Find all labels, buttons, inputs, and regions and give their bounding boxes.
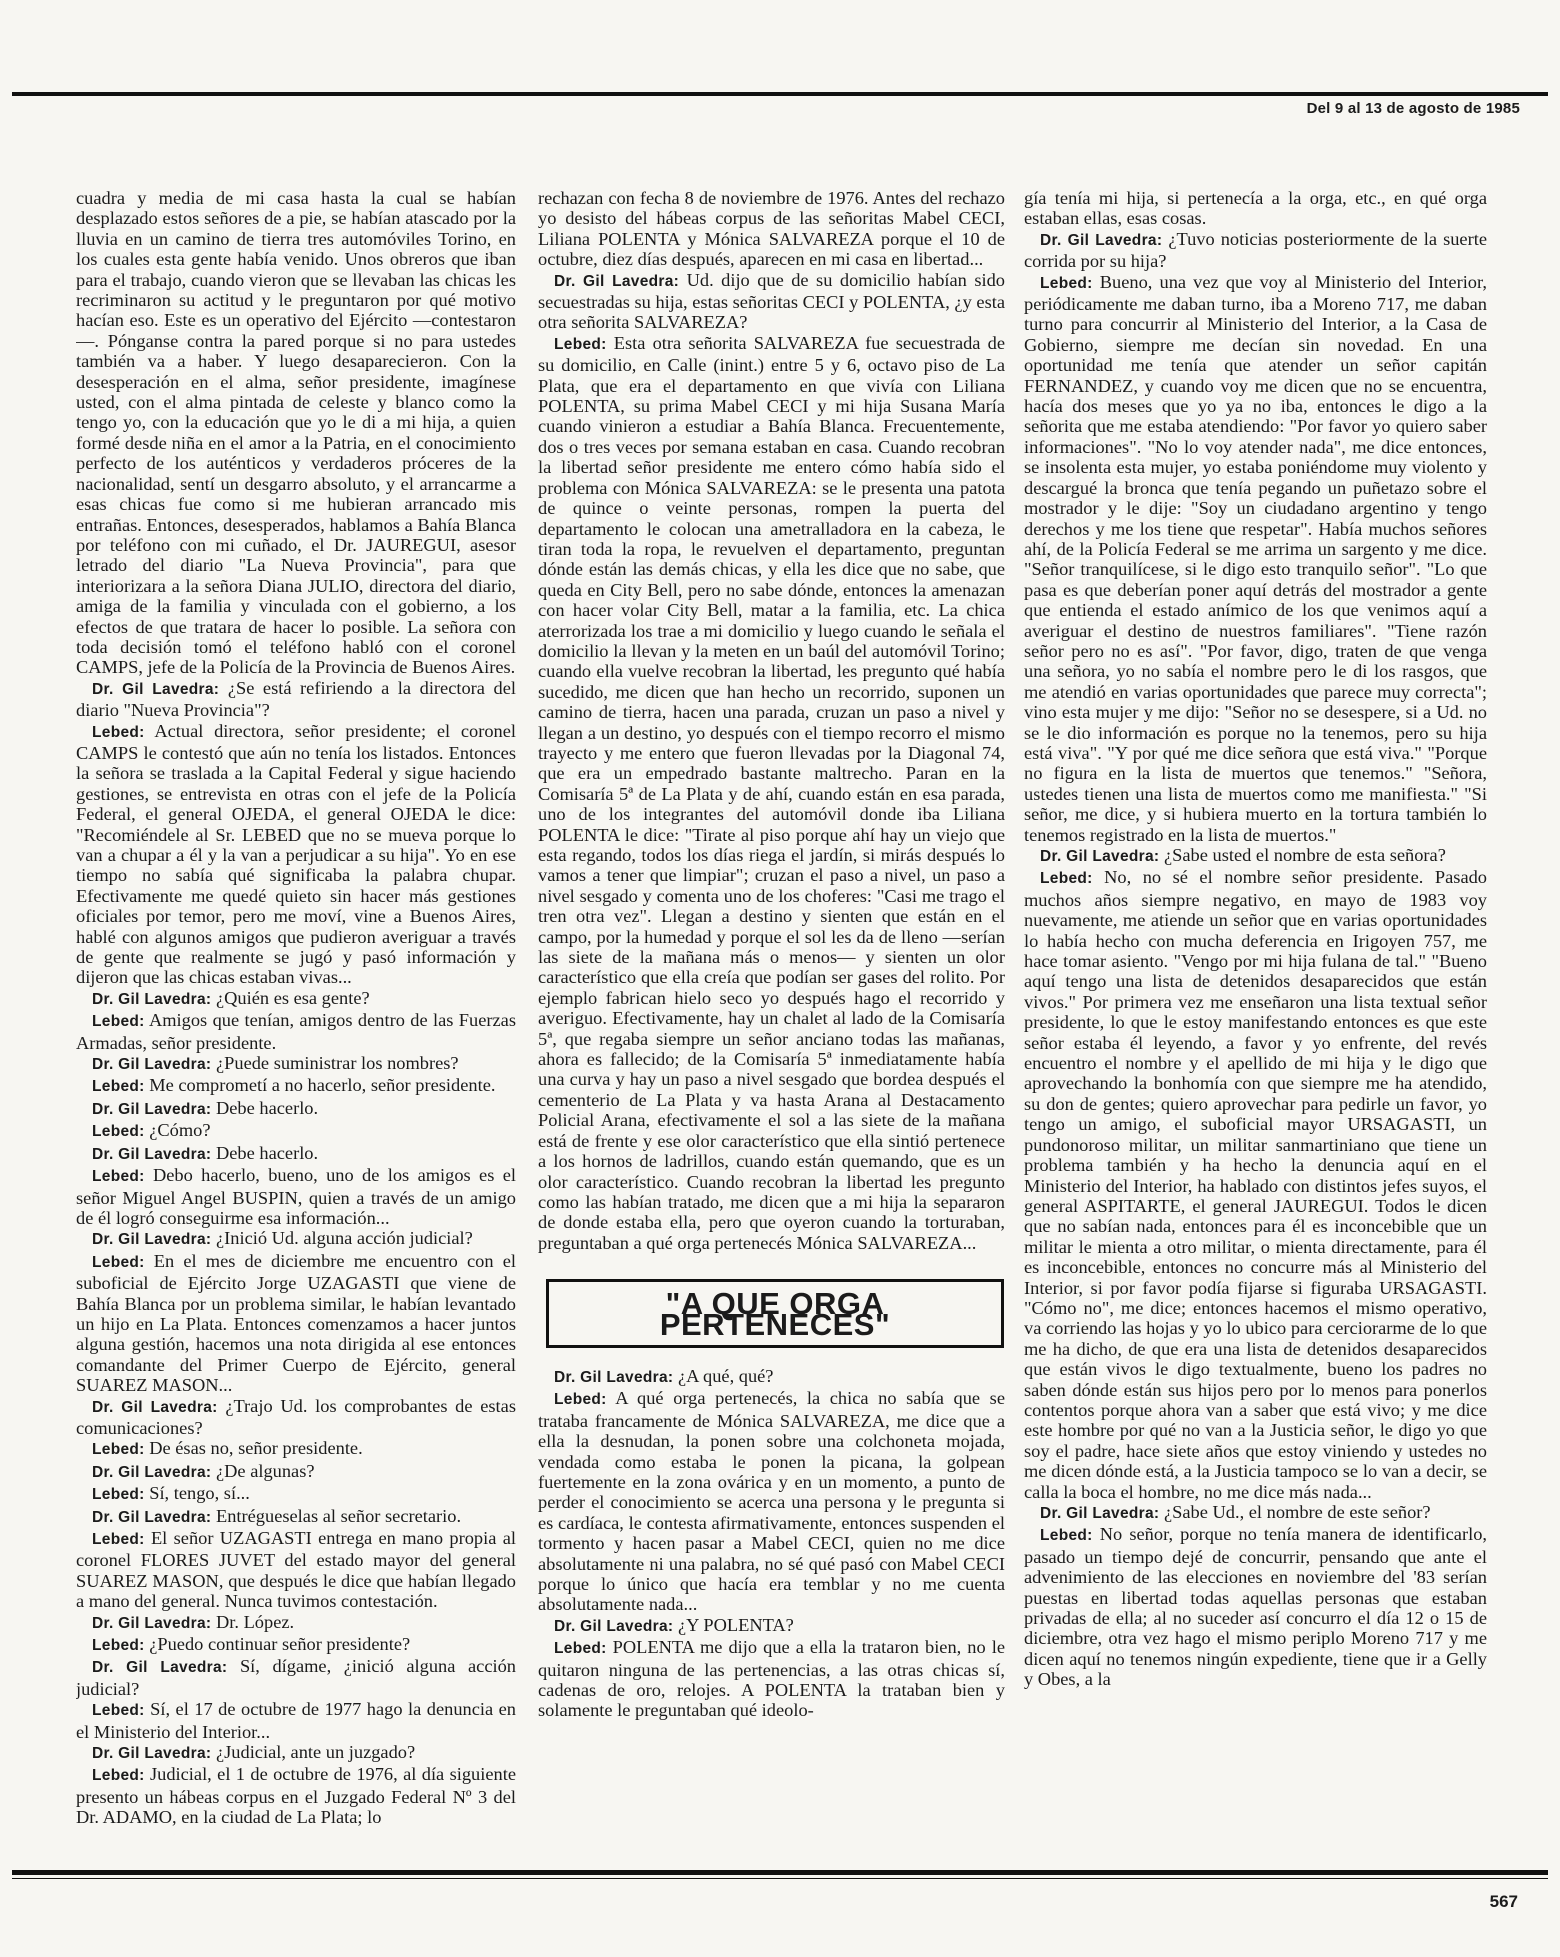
paragraph bbox=[76, 1634, 516, 1656]
speaker-label: Dr. Gil Lavedra: bbox=[92, 1745, 212, 1763]
speaker-label: Dr. Gil Lavedra: bbox=[92, 1614, 212, 1632]
paragraph-text: Entrégueselas al señor secretario. bbox=[215, 1505, 462, 1526]
paragraph-text: Me comprometí a no hacerlo, señor presidente. bbox=[149, 1075, 496, 1096]
paragraph-text: ¿Cómo? bbox=[149, 1120, 211, 1141]
speaker-label: Lebed: bbox=[92, 1486, 145, 1504]
paragraph-text: gía tenía mi hija, si pertenecía a la orga, etc., en qué orga estaban ellas, esas cosas. bbox=[1024, 188, 1487, 229]
section-title: "A QUE ORGA PERTENECES" bbox=[659, 1286, 891, 1342]
paragraph bbox=[538, 1637, 1005, 1721]
paragraph bbox=[538, 270, 1005, 333]
paragraph bbox=[1024, 1502, 1487, 1524]
speaker-label: Dr. Gil Lavedra: bbox=[1040, 231, 1163, 249]
paragraph-text: No señor, porque no tenía manera de identificarlo, pasado un tiempo dejé de concurrir, pensando que ante el advenimiento de las elecciones en noviembre del '83 serían puestas en libertad todas aquellas personas que estaban privadas de ella; al no suceder así concurro el día 12 o 15 de diciembre, otra vez hago el mismo periplo Moreno 717 y me dicen aquí no tenemos ningún expediente, tiene que ir a Gelly y Obes, a la bbox=[1024, 1524, 1487, 1690]
column-1 bbox=[76, 188, 516, 1878]
paragraph-text: ¿Judicial, ante un juzgado? bbox=[215, 1742, 416, 1763]
paragraph bbox=[1024, 272, 1487, 845]
paragraph bbox=[76, 1120, 516, 1142]
paragraph-text: ¿A qué, qué? bbox=[677, 1365, 774, 1386]
paragraph-text: ¿Puedo continuar señor presidente? bbox=[149, 1634, 411, 1655]
paragraph bbox=[538, 333, 1005, 1253]
paragraph-text: ¿Trajo Ud. los comprobantes de estas comunicaciones? bbox=[76, 1395, 516, 1438]
speaker-label: Dr. Gil Lavedra: bbox=[92, 1463, 212, 1481]
paragraph-text: ¿Quién es esa gente? bbox=[215, 987, 370, 1008]
bottom-rule bbox=[12, 1870, 1548, 1875]
speaker-label: Dr. Gil Lavedra: bbox=[554, 1617, 674, 1635]
paragraph-text: ¿Y POLENTA? bbox=[677, 1614, 794, 1635]
speaker-label: Dr. Gil Lavedra: bbox=[554, 1368, 674, 1386]
column-3 bbox=[1024, 188, 1487, 1878]
speaker-label: Lebed: bbox=[92, 1767, 145, 1785]
paragraph bbox=[76, 1483, 516, 1505]
paragraph-text: No, no sé el nombre señor presidente. Pasado muchos años siempre negativo, en mayo de 1983 voy nuevamente, me atiende un señor que en varias oportunidades lo había hecho con mucha deferencia en Irigoyen 757, me hace tomar asiento. "Vengo por mi hija fulana de tal." "Bueno aquí tengo una lista de detenidos desaparecidos que están vivos." Por primera vez me enseñaron una lista textual señor presidente, lo que le estoy manifestando entonces es que este señor estaba él leyendo, a favor y yo enfrente, del revés encuentro el nombre y el apellido de mi hija y le digo que aprovechando la bonhomía con que siempre me ha atendido, su don de gentes; quiero aprovechar para pedirle un favor, yo tengo un amigo, el suboficial mayor URSAGASTI, un pundonoroso militar, un militar sanmartiniano que tiene un problema también y ha hecho la denuncia aquí en el Ministerio del Interior, ha hablado con distintos jefes suyos, el general ASPITARTE, el general JAUREGUI. Todos le dicen que no sabían nada, entonces para él es inconcebible que un militar le mienta a otro militar, o mienta directamente, para él es inconcebible, entonces no concurre más al Ministerio del Interior, si por favor podía fijarse si figuraba URSAGASTI. "Cómo no", me dice; entonces hacemos el mismo operativo, va corriendo las hojas y yo lo ubico para cerciorarme de lo que me ha dicho, de que era una lista de detenidos desaparecidos que están vivos le digo textualmente, bueno los padres no saben dónde están sus hijos pero por lo menos para ponerlos contentos porque ahora van a saber que está vivo; y me dice este hombre por qué no van a la Justicia señor, le digo yo que soy el padre, hace siete años que estoy viniendo y ustedes no me dicen dónde está, a la Justicia tampoco se lo van a decir, se calla la boca el hombre, no me dice más nada... bbox=[1024, 867, 1487, 1502]
paragraph-text: Judicial, el 1 de octubre de 1976, al día siguiente presento un hábeas corpus en el Juzgado Federal Nº 3 del Dr. ADAMO, en la ciudad de La Plata; lo bbox=[76, 1764, 516, 1828]
paragraph-text: ¿Se está refiriendo a la directora del diario "Nueva Provincia"? bbox=[76, 677, 516, 721]
paragraph bbox=[76, 988, 516, 1010]
paragraph bbox=[1024, 229, 1487, 272]
paragraph-text: cuadra y media de mi casa hasta la cual se habían desplazado estos señores de a pie, se habían atascado por la lluvia en un camino de tierra tres automóviles Torino, en los cuales esta gente había venido. Unos obreros que iban para el trabajo, cuando vieron que se llevaban las chicas les recriminaron su actitud y le preguntaron por qué motivo hacían eso. Este es un operativo del Ejército —contestaron—. Pónganse contra la pared porque si no para ustedes también va a haber. Y luego desaparecieron. Con la desesperación en el alma, señor presidente, imagínese usted, con el alma pintada de celeste y blanco como la tengo yo, con la educación que yo le di a mi hija, a quien formé desde niña en el amor a la Patria, en el conocimiento perfecto de los auténticos y verdaderos próceres de la nacionalidad, sentí un desgarro absoluto, y el arrancarme a esas chicas fue como si me hubieran arrancado mis entrañas. Entonces, desesperados, hablamos a Bahía Blanca por teléfono con mi cuñado, el Dr. JAUREGUI, asesor letrado del diario "La Nueva Provincia", para que interiorizara a la señora Diana JULIO, directora del diario, amiga de la familia y vinculada con el gobierno, a los efectos de que tratara de hacer lo posible. La señora con toda decisión tomó el teléfono habló con el coronel CAMPS, jefe de la Policía de la Provincia de Buenos Aires. bbox=[76, 188, 516, 678]
paragraph bbox=[1024, 845, 1487, 867]
paragraph-text: Debe hacerlo. bbox=[215, 1097, 319, 1118]
paragraph bbox=[76, 1699, 516, 1742]
paragraph bbox=[76, 1612, 516, 1634]
paragraph bbox=[76, 1010, 516, 1053]
paragraph bbox=[538, 1388, 1005, 1614]
paragraph bbox=[76, 1228, 516, 1250]
paragraph bbox=[76, 1098, 516, 1120]
speaker-label: Dr. Gil Lavedra: bbox=[554, 272, 680, 290]
speaker-label: Lebed: bbox=[92, 1531, 145, 1548]
paragraph bbox=[538, 1615, 1005, 1637]
paragraph-text: De ésas no, señor presidente. bbox=[149, 1438, 363, 1459]
paragraph-text: ¿Sabe usted el nombre de esta señora? bbox=[1163, 845, 1446, 865]
speaker-label: Lebed: bbox=[554, 1391, 607, 1409]
paragraph-text: Ud. dijo que de su domicilio habían sido secuestradas su hija, estas señoritas CECI y POLENTA, ¿y esta otra señorita SALVAREZA? bbox=[538, 269, 1005, 333]
paragraph-text: Bueno, una vez que voy al Ministerio del Interior, periódicamente me daban turno, iba a Moreno 717, me daban turno para concurrir al Ministerio del Interior, a la Casa de Gobierno, siempre me decían sin novedad. En una oportunidad me tenía que atender un señor capitán FERNANDEZ, y cuando voy me dicen que no se encuentra, hacía dos meses que yo ya no iba, entonces le digo a la señorita que me estaba atendiendo: "Por favor yo quiero saber informaciones". "No lo voy atender nada", me dice entonces, se insolenta esta mujer, yo estaba poniéndome muy violento y descargué la bronca que tenía pegando un puñetazo sobre el mostrador y le dije: "Soy un ciudadano argentino y tengo derechos y me los tiene que respetar". Había muchos señores ahí, de la Policía Federal se me arrima un sargento y me dice. "Señor tranquilícese, si le digo esto tranquilo señor". "Lo que pasa es que deberían poner aquí detrás del mostrador a gente que entienda el estado anímico de los que venimos aquí a averiguar el destino de nuestros familiares". "Tiene razón señor pero no es así". "Por favor, digo, traten de que venga una señora, yo no sabía el nombre pero le di los rasgos, que me atendió en varias oportunidades que parece muy correcta"; vino esta mujer y me dijo: "Señor no se desespere, si a Ud. no se le dio información es porque no la tenemos, pero su hija está viva". "Y por qué me dice señora que está viva." "Porque no figura en la lista de muertos que tenemos." "Señora, ustedes tienen una lista de muertos como me manifiesta." "Si señor, me dice, y si hubiera muerto en la tortura también lo tenemos registrado en la lista de muertos." bbox=[1024, 271, 1487, 845]
speaker-label: Dr. Gil Lavedra: bbox=[92, 680, 220, 698]
paragraph-text: Dr. López. bbox=[215, 1611, 295, 1632]
speaker-label: Dr. Gil Lavedra: bbox=[92, 1145, 212, 1163]
paragraph-text: ¿Sabe Ud., el nombre de este señor? bbox=[1163, 1502, 1431, 1522]
paragraph bbox=[76, 721, 516, 988]
speaker-label: Lebed: bbox=[92, 1253, 145, 1271]
paragraph bbox=[538, 1366, 1005, 1388]
speaker-label: Lebed: bbox=[92, 1078, 145, 1096]
paragraph bbox=[76, 1251, 516, 1396]
paragraph bbox=[76, 678, 516, 721]
issue-date: Del 9 al 13 de agosto de 1985 bbox=[1306, 100, 1520, 117]
paragraph bbox=[76, 1396, 516, 1439]
paragraph bbox=[76, 1053, 516, 1075]
speaker-label: Lebed: bbox=[1040, 870, 1093, 888]
paragraph bbox=[76, 1075, 516, 1097]
paragraph bbox=[1024, 1524, 1487, 1689]
paragraph-text: Sí, tengo, sí... bbox=[149, 1483, 250, 1504]
speaker-label: Lebed: bbox=[92, 1441, 145, 1459]
speaker-label: Dr. Gil Lavedra: bbox=[92, 1659, 228, 1677]
speaker-label: Lebed: bbox=[92, 1168, 145, 1186]
speaker-label: Lebed: bbox=[554, 1640, 607, 1658]
paragraph-text: Actual directora, señor presidente; el coronel CAMPS le contestó que aún no tenía los listados. Entonces la señora se traslada a la Capital Federal y sigue haciendo gestiones, se entrevista en otras con el jefe de la Policía Federal, el general OJEDA, el general OJEDA le dice: "Recomiéndele al Sr. LEBED que no se mueva porque lo van a chupar a él y la van a perjudicar a su hija". Yo en ese tiempo no sabía qué significaba la palabra chupar. Efectivamente me quedé quieto sin hacer más gestiones oficiales por temor, pero me moví, vine a Buenos Aires, hablé con algunos amigos que pudieron averiguar a través de gente que realmente se jugó y pasó información y dijeron que las chicas estaban vivas... bbox=[76, 720, 516, 988]
paragraph bbox=[76, 1438, 516, 1460]
speaker-label: Lebed: bbox=[92, 1637, 145, 1655]
paragraph-text: ¿Tuvo noticias posteriormente de la suerte corrida por su hija? bbox=[1024, 228, 1487, 272]
speaker-label: Dr. Gil Lavedra: bbox=[92, 1056, 212, 1074]
paragraph bbox=[538, 188, 1005, 270]
paragraph-text: A qué orga pertenecés, la chica no sabía que se trataba francamente de Mónica SALVAREZA, me dice que a ella la desnudan, la ponen sobre una colchoneta mojada, vendada como estaba le ponen la picana, la golpean fuertemente en la zona ovárica y en un momento, a punto de perder el conocimiento se acerca una persona y le pregunta si es cardíaca, le contesta afirmativamente, entonces suspenden el tormento y hacen pasar a Mabel CECI, quien no me dice absolutamente ni una palabra, no sé qué pasó con Mabel CECI porque lo único que hacía era temblar y no me cuenta absolutamente nada... bbox=[538, 1388, 1005, 1615]
paragraph-text: rechazan con fecha 8 de noviembre de 1976. Antes del rechazo yo desisto del hábeas corpus de las señoritas Mabel CECI, Liliana POLENTA y Mónica SALVAREZA porque el 10 de octubre, diez días después, aparecen en mi casa en libertad... bbox=[538, 188, 1005, 270]
paragraph-text: ¿De algunas? bbox=[215, 1460, 315, 1481]
speaker-label: Lebed: bbox=[1040, 274, 1093, 292]
speaker-label: Dr. Gil Lavedra: bbox=[92, 1231, 212, 1249]
speaker-label: Dr. Gil Lavedra: bbox=[1040, 848, 1160, 865]
paragraph bbox=[76, 1165, 516, 1228]
speaker-label: Lebed: bbox=[92, 1702, 145, 1720]
speaker-label: Lebed: bbox=[92, 1013, 145, 1031]
paragraph-text: En el mes de diciembre me encuentro con el suboficial de Ejército Jorge UZAGASTI que viene de Bahía Blanca por un problema similar, le habían levantado un hijo en La Plata. Entonces comenzamos a hacer juntos alguna gestión, hacemos una nota dirigida al ese entonces comandante del Primer Cuerpo de Ejército, general SUAREZ MASON... bbox=[76, 1250, 516, 1396]
speaker-label: Dr. Gil Lavedra: bbox=[92, 1398, 218, 1416]
speaker-label: Dr. Gil Lavedra: bbox=[1040, 1505, 1160, 1522]
column-2 bbox=[538, 188, 1005, 1878]
speaker-label: Dr. Gil Lavedra: bbox=[92, 1508, 212, 1526]
speaker-label: Lebed: bbox=[554, 335, 607, 353]
paragraph-text: ¿Puede suministrar los nombres? bbox=[215, 1053, 459, 1074]
paragraph-text: Esta otra señorita SALVAREZA fue secuestrada de su domicilio, en Calle (inint.) entre 5 y 6, octavo piso de La Plata, que era el departamento en que vivía con Liliana POLENTA, su prima Mabel CECI y mi hija Susana María cuando vinieron a estudiar a Bahía Blanca. Frecuentemente, dos o tres veces por semana estaban en casa. Cuando recobran la libertad señor presidente me entero cómo había sido el problema con Mónica SALVAREZA: se le presenta una patota de quince o veinte personas, rompen la puerta del departamento le colocan una ametralladora en la cabeza, le tiran toda la ropa, le revuelven el departamento, preguntan dónde están las demás chicas, y ella les dice que no sabe, que queda en City Bell, pero no sabe dónde, entonces la amenazan con hacer volar City Bell, matar a la familia, etc. La chica aterrorizada los trae a mi domicilio y luego cuando le señala el domicilio la llevan y la meten en un baúl del automóvil Torino; cuando ella vuelve recobran la libertad, les pregunto qué había sucedido, me dicen que han hecho un recorrido, suponen un camino de tierra, hacen una parada, cruzan un paso a nivel y llegan a un destino, yo después con el tiempo recorro el mismo trayecto y me entero que fueron llevadas por la Diagonal 74, que era un empedrado bastante maltrecho. Paran en la Comisaría 5ª de La Plata y de ahí, cuando están en esa parada, uno de los integrantes del automóvil donde iba Liliana POLENTA le dice: "Tirate al piso porque ahí hay un viejo que esta regando, todos los días riega el jardín, si mirás después lo vamos a tener que limpiar"; cruzan el paso a nivel, un paso a nivel sesgado y comenta uno de los choferes: "Casi me trago el tren otra vez". Llegan a destino y sienten que están en el campo, por la humedad y porque el sol les da de lleno —serían las siete de la mañana más o menos— y sienten un olor característico que ella creía que podían ser gases del rolito. Por ejemplo fabrican hielo seco yo después hago el recorrido y averiguo. Efectivamente, hay un chalet al lado de la Comisaría 5ª, que regaba siempre un señor anciano todas las mañanas, ahora es fallecido; de la Comisaría 5ª inmediatamente había una curva y hay un paso a nivel sesgado que bordea después el cementerio de La Plata y va hasta Arana al Destacamento Policial Arana, efectivamente el sol a las siete de la mañana está de frente y ese olor característico que ella sintió pertenece a los hornos de ladrillos, cuando están quemando, que es un olor característico. Cuando recobran la libertad les pregunto como las habían tratado, me dicen que a mi hija la separaron de donde estaba ella, pero que oyeron cuando la torturaban, preguntaban a qué orga pertenecés Mónica SALVAREZA... bbox=[538, 332, 1005, 1253]
paragraph-text: Amigos que tenían, amigos dentro de las Fuerzas Armadas, señor presidente. bbox=[76, 1010, 516, 1053]
paragraph bbox=[76, 1656, 516, 1699]
paragraph-text: El señor UZAGASTI entrega en mano propia al coronel FLORES JUVET del estado mayor del general SUAREZ MASON, que después le dice que habían llegado a mano del general. Nunca tuvimos contestación. bbox=[76, 1528, 516, 1612]
paragraph-text: Debe hacerlo. bbox=[215, 1142, 319, 1163]
speaker-label: Lebed: bbox=[1040, 1527, 1093, 1545]
section-heading-box bbox=[546, 1279, 1004, 1348]
paragraph-text: POLENTA me dijo que a ella la trataron bien, no le quitaron ninguna de las pertenencias, a las otras chicas sí, cadenas de oro, relojes. A POLENTA la trataban bien y solamente le preguntaban qué ideolo- bbox=[538, 1637, 1005, 1721]
paragraph bbox=[1024, 867, 1487, 1502]
column-2-continued-text bbox=[538, 1366, 1005, 1721]
paragraph-text: Debo hacerlo, bueno, uno de los amigos es el señor Miguel Angel BUSPIN, quien a través de un amigo de él logró conseguirme esa información... bbox=[76, 1165, 516, 1228]
top-rule bbox=[12, 92, 1548, 96]
speaker-label: Dr. Gil Lavedra: bbox=[92, 990, 212, 1008]
paragraph bbox=[76, 1506, 516, 1528]
paragraph bbox=[76, 1764, 516, 1827]
bottom-thin-rule bbox=[12, 1878, 1548, 1879]
speaker-label: Lebed: bbox=[92, 1123, 145, 1141]
article-body bbox=[0, 188, 1560, 1878]
paragraph bbox=[76, 1461, 516, 1483]
paragraph bbox=[76, 1143, 516, 1165]
paragraph-text: Sí, dígame, ¿inició alguna acción judicial? bbox=[76, 1656, 516, 1699]
paragraph bbox=[76, 1528, 516, 1612]
paragraph bbox=[76, 1742, 516, 1764]
paragraph bbox=[1024, 188, 1487, 229]
speaker-label: Lebed: bbox=[92, 723, 145, 741]
paragraph-text: ¿Inició Ud. alguna acción judicial? bbox=[215, 1228, 473, 1249]
paragraph-text: Sí, el 17 de octubre de 1977 hago la denuncia en el Ministerio del Interior... bbox=[76, 1699, 516, 1742]
column-2-text bbox=[538, 188, 1005, 1253]
paragraph bbox=[76, 188, 516, 678]
page-number: 567 bbox=[1489, 1892, 1518, 1911]
speaker-label: Dr. Gil Lavedra: bbox=[92, 1100, 212, 1118]
